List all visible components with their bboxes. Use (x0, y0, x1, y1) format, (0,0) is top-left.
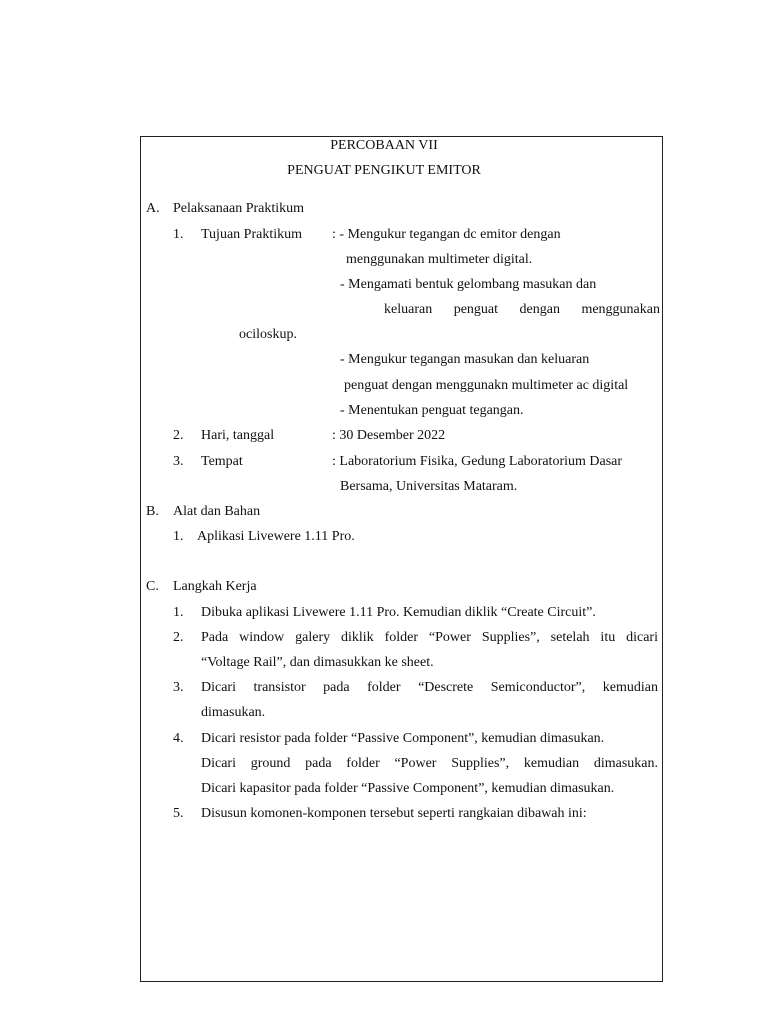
c-item3-number: 3. (173, 680, 184, 695)
section-b-heading: Alat dan Bahan (173, 504, 261, 519)
c-item4-line-justified (201, 755, 658, 773)
c-item2-line: “Voltage Rail”, dan dimasukkan ke sheet. (201, 655, 434, 670)
c-item1-number: 1. (173, 605, 184, 620)
a-item1-line: - Mengukur tegangan masukan dan keluaran (340, 352, 590, 367)
section-b-letter: B. (146, 504, 159, 519)
experiment-title: PENGUAT PENGIKUT EMITOR (287, 163, 481, 178)
a-item2-label: Hari, tanggal (201, 428, 275, 443)
c-item3-line-text: Dicari transistor pada folder “Descrete Semiconductor”, kemudian (201, 680, 658, 695)
section-a-heading: Pelaksanaan Praktikum (173, 201, 305, 216)
c-item2-number: 2. (173, 630, 184, 645)
c-item2-line-text: Pada window galery diklik folder “Power Supplies”, setelah itu dicari (201, 630, 658, 645)
a-item2-number: 2. (173, 428, 184, 443)
a-item1-line: menggunakan multimeter digital. (346, 252, 533, 267)
a-item1-line: ociloskup. (239, 327, 297, 342)
c-item4-line: Dicari kapasitor pada folder “Passive Component”, kemudian dimasukan. (201, 781, 615, 796)
a-item1-line: - Menentukan penguat tegangan. (340, 403, 524, 418)
section-c-heading: Langkah Kerja (173, 579, 257, 594)
a-item1-line: : - Mengukur tegangan dc emitor dengan (332, 227, 561, 242)
b-item1-text: Aplikasi Livewere 1.11 Pro. (197, 529, 355, 544)
a-item3-line: : Laboratorium Fisika, Gedung Laboratorium Dasar (332, 454, 623, 469)
experiment-number: PERCOBAAN VII (330, 138, 438, 153)
c-item2-line-justified (201, 629, 658, 647)
section-a-letter: A. (146, 201, 160, 216)
c-item4-line-text: Dicari ground pada folder “Power Supplies”, kemudian dimasukan. (201, 756, 658, 771)
a-item3-line: Bersama, Universitas Mataram. (340, 479, 518, 494)
c-item3-line: dimasukan. (201, 705, 266, 720)
a-item3-number: 3. (173, 454, 184, 469)
c-item4-line: Dicari resistor pada folder “Passive Component”, kemudian dimasukan. (201, 731, 605, 746)
b-item1-number: 1. (173, 529, 184, 544)
a-item1-line: penguat dengan menggunakn multimeter ac digital (344, 378, 629, 393)
c-item3-line-justified (201, 679, 658, 697)
c-item1-line: Dibuka aplikasi Livewere 1.11 Pro. Kemudian diklik “Create Circuit”. (201, 605, 596, 620)
a-item1-line-text: keluaran penguat dengan menggunakan (384, 302, 660, 317)
c-item5-line: Disusun komonen-komponen tersebut seperti rangkaian dibawah ini: (201, 806, 587, 821)
c-item5-number: 5. (173, 806, 184, 821)
a-item2-value: : 30 Desember 2022 (332, 428, 446, 443)
a-item1-number: 1. (173, 227, 184, 242)
section-c-letter: C. (146, 579, 159, 594)
a-item1-label: Tujuan Praktikum (201, 227, 302, 242)
a-item1-line-justified (384, 301, 658, 319)
c-item4-number: 4. (173, 731, 184, 746)
a-item3-label: Tempat (201, 454, 243, 469)
a-item1-line: - Mengamati bentuk gelombang masukan dan (340, 277, 597, 292)
